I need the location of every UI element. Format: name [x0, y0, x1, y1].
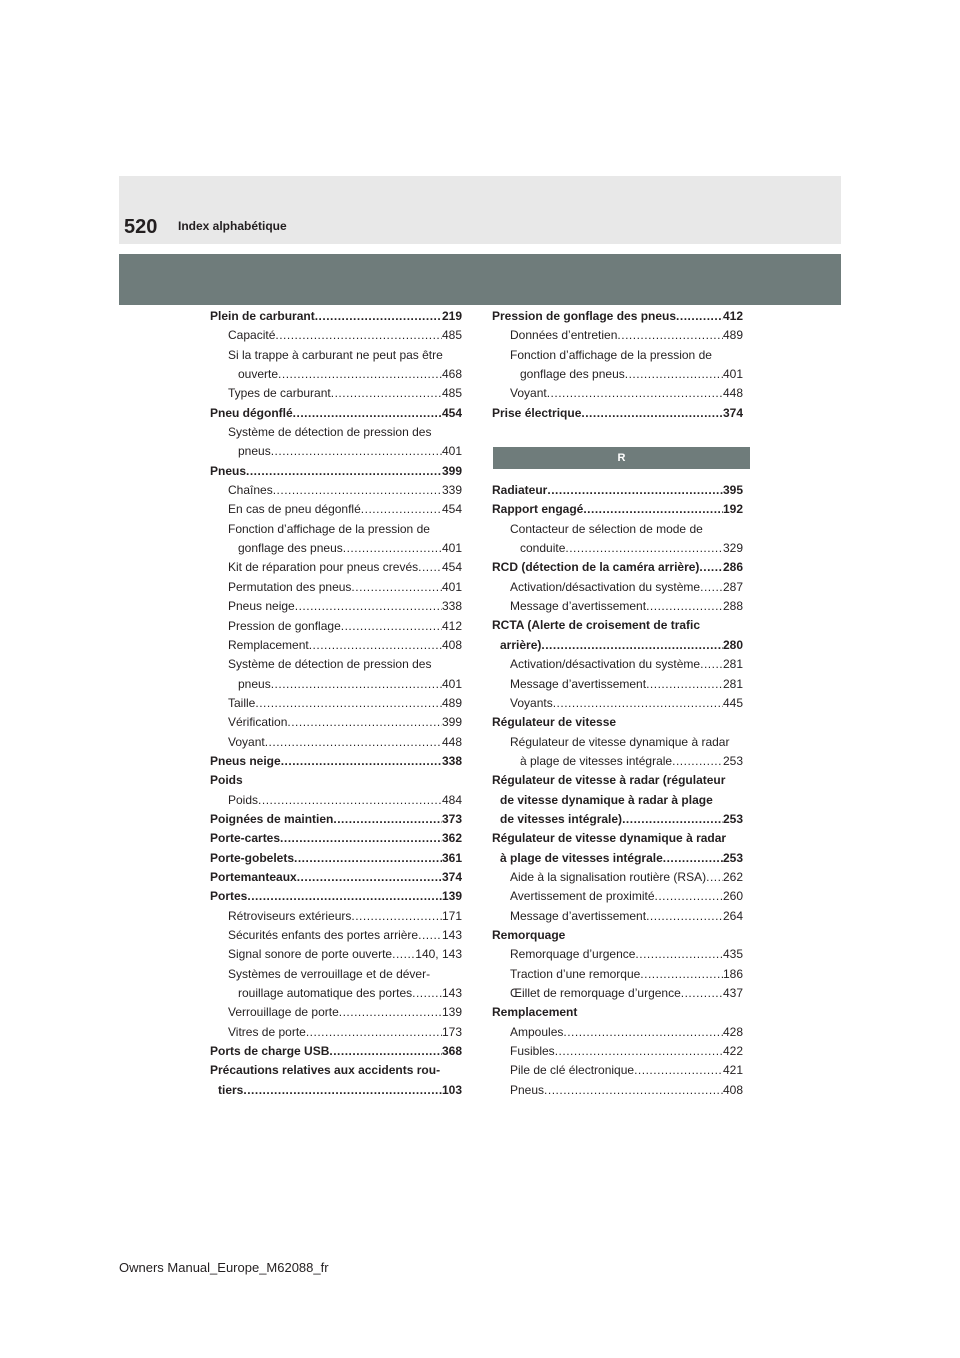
- dot-leader: [297, 868, 442, 887]
- index-entry-term: Données d’entretien: [510, 328, 618, 343]
- index-entry-term: Fonction d’affichage de la pression de: [228, 521, 430, 536]
- index-entry-page: 281: [722, 676, 743, 691]
- index-entry-term: Kit de réparation pour pneus crevés: [228, 560, 419, 575]
- index-entry-page: 139: [441, 889, 462, 904]
- index-entry: [492, 539, 743, 558]
- index-entry-term: à plage de vitesses intégrale: [520, 753, 673, 768]
- dot-leader: [581, 404, 723, 423]
- index-entry-term: Système de détection de pression des: [228, 425, 432, 440]
- index-entry-term: Fusibles: [510, 1044, 555, 1059]
- index-entry: [492, 384, 743, 403]
- index-entry-term: Contacteur de sélection de mode de: [510, 521, 703, 536]
- index-entry-page: 485: [441, 386, 462, 401]
- index-entry-term: Avertissement de proximité: [510, 889, 655, 904]
- index-entry: [210, 500, 462, 519]
- index-entry: [492, 481, 743, 500]
- index-entry: [210, 558, 462, 577]
- index-entry-term: Poids: [210, 773, 243, 788]
- index-entry-page: 173: [441, 1024, 462, 1039]
- index-entry-page: 329: [722, 541, 743, 556]
- index-entry-term: Ports de charge USB: [210, 1044, 330, 1059]
- index-entry-term: Rétroviseurs extérieurs: [228, 908, 352, 923]
- index-entry-page: 253: [722, 850, 743, 865]
- index-entry-term: Pneus neige: [210, 753, 281, 768]
- index-entry: [492, 713, 743, 732]
- index-entry-term: rouillage automatique des portes: [238, 986, 413, 1001]
- dot-leader: [418, 926, 442, 945]
- index-entry: [492, 694, 743, 713]
- index-entry-page: 253: [722, 811, 743, 826]
- index-entry-term: Permutation des pneus: [228, 579, 352, 594]
- index-entry-page: 362: [441, 831, 462, 846]
- header-band: [119, 176, 841, 244]
- index-entry: [210, 307, 462, 326]
- index-entry: [492, 326, 743, 345]
- index-entry: [210, 617, 462, 636]
- index-entry-page: 253: [722, 753, 743, 768]
- index-entry-page: 143: [441, 928, 462, 942]
- index-entry: [210, 384, 462, 403]
- dot-leader: [699, 558, 723, 577]
- index-entry-term: Sécurités enfants des portes arrière: [228, 928, 419, 942]
- dot-leader: [681, 984, 723, 1003]
- index-entry-page: 143: [441, 986, 462, 1001]
- index-entry-page: 338: [441, 753, 462, 768]
- index-entry-term: tiers: [218, 1082, 244, 1097]
- index-entry: [492, 1042, 743, 1061]
- index-entry-term: à plage de vitesses intégrale: [500, 850, 663, 865]
- index-entry: [210, 1081, 462, 1100]
- index-entry-page: 399: [441, 463, 462, 478]
- index-entry-page: 484: [441, 792, 462, 807]
- index-entry-term: Pile de clé électronique: [510, 1063, 635, 1078]
- dot-leader: [392, 945, 415, 964]
- index-entry-page: 264: [722, 908, 743, 923]
- index-entry-page: 401: [441, 676, 462, 691]
- index-entry-term: Signal sonore de porte ouverte: [228, 947, 393, 962]
- dot-leader: [547, 481, 723, 500]
- index-entry-term: Régulateur de vitesse dynamique à radar: [492, 831, 727, 846]
- index-entry-term: Verrouillage de porte: [228, 1005, 339, 1020]
- index-entry-page: 454: [441, 560, 462, 575]
- index-entry-term: Pneus neige: [228, 599, 295, 614]
- index-entry-term: RCD (détection de la caméra arrière): [492, 560, 700, 575]
- index-entry-page: 401: [441, 541, 462, 556]
- index-entry-page: 374: [441, 869, 462, 884]
- dot-leader: [341, 617, 442, 636]
- index-entry-page: 421: [722, 1063, 743, 1078]
- index-entry-term: Ampoules: [510, 1024, 564, 1039]
- index-entry: [210, 423, 462, 442]
- dot-leader: [339, 1003, 442, 1022]
- index-entry-term: Vérification: [228, 715, 288, 730]
- index-entry-term: Prise électrique: [492, 405, 582, 420]
- dot-leader: [333, 810, 442, 829]
- index-entry-page: 401: [722, 367, 743, 382]
- index-entry-term: Taille: [228, 695, 256, 710]
- index-entry: [492, 965, 743, 984]
- index-entry: [492, 829, 743, 848]
- dot-leader: [541, 636, 723, 655]
- index-entry-term: gonflage des pneus: [238, 541, 343, 556]
- index-entry-page: 428: [722, 1024, 743, 1039]
- index-entry-page: 219: [441, 309, 462, 323]
- dot-leader: [278, 365, 442, 384]
- index-entry-page: 468: [441, 367, 462, 382]
- dot-leader: [280, 829, 442, 848]
- index-entry-page: 445: [722, 695, 743, 710]
- index-entry: [492, 597, 743, 616]
- index-entry: [210, 462, 462, 481]
- index-entry-page: 287: [722, 579, 743, 594]
- dot-leader: [412, 984, 442, 1003]
- index-entry: [210, 907, 462, 926]
- index-entry: [210, 404, 462, 423]
- index-entry-term: Porte-cartes: [210, 831, 281, 846]
- index-entry-page: 401: [441, 579, 462, 594]
- index-entry-term: Poignées de maintien: [210, 811, 334, 826]
- dot-leader: [329, 1042, 442, 1061]
- index-entry: [492, 616, 743, 635]
- index-entry: [492, 636, 743, 655]
- dot-leader: [635, 945, 723, 964]
- index-entry: [210, 945, 462, 964]
- index-entry-page: 454: [441, 502, 462, 517]
- index-entry-term: de vitesses intégrale): [500, 811, 623, 826]
- index-entry-term: Remplacement: [492, 1005, 578, 1020]
- index-entry-term: Remorquage d’urgence: [510, 947, 636, 962]
- index-entry: [210, 791, 462, 810]
- index-entry: [492, 887, 743, 906]
- index-entry: [492, 791, 743, 810]
- index-entry-page: 286: [722, 560, 743, 575]
- dot-leader: [258, 791, 442, 810]
- index-entry-page: 412: [441, 618, 462, 633]
- footer-doc-id: Owners Manual_Europe_M62088_fr: [119, 1260, 329, 1275]
- index-entry-page: 374: [722, 405, 743, 420]
- index-entry-term: Rapport engagé: [492, 502, 584, 517]
- index-entry-term: Aide à la signalisation routière (RSA): [510, 869, 707, 884]
- index-entry-term: ouverte: [238, 367, 279, 382]
- dot-leader: [544, 1081, 723, 1100]
- section-title: Index alphabétique: [178, 219, 287, 233]
- dot-leader: [563, 1023, 723, 1042]
- index-entry-page: 489: [722, 328, 743, 343]
- index-entry-term: Radiateur: [492, 483, 548, 498]
- index-entry-term: Régulateur de vitesse dynamique à radar: [510, 734, 730, 749]
- dot-leader: [273, 481, 442, 500]
- index-entry: [210, 326, 462, 345]
- index-entry: [210, 829, 462, 848]
- index-entry: [492, 500, 743, 519]
- dot-leader: [271, 442, 442, 461]
- index-entry: [210, 578, 462, 597]
- index-entry-term: Remplacement: [228, 637, 309, 652]
- index-entry: [210, 520, 462, 539]
- index-entry-term: Régulateur de vitesse à radar (régulateur: [492, 773, 726, 788]
- dot-leader: [617, 326, 723, 345]
- index-entry-page: 373: [441, 811, 462, 826]
- index-entry-term: Capacité: [228, 328, 276, 343]
- index-entry: [210, 442, 462, 461]
- index-column-left: [210, 307, 462, 1100]
- dot-leader: [361, 500, 442, 519]
- index-entry-term: de vitesse dynamique à radar à plage: [500, 792, 713, 807]
- index-entry: [210, 597, 462, 616]
- index-entry: [210, 1042, 462, 1061]
- index-entry-term: Portemanteaux: [210, 869, 297, 884]
- dot-leader: [646, 907, 723, 926]
- index-entry: [210, 713, 462, 732]
- index-entry-page: 281: [722, 657, 743, 672]
- index-entry-page: 103: [441, 1082, 462, 1097]
- index-entry-page: 395: [722, 483, 743, 498]
- dot-leader: [294, 849, 442, 868]
- index-entry: [210, 636, 462, 655]
- index-entry-page: 288: [722, 599, 743, 614]
- index-entry-term: Message d’avertissement: [510, 908, 647, 923]
- dot-leader: [646, 675, 723, 694]
- index-entry: [210, 965, 462, 984]
- index-entry: [210, 539, 462, 558]
- dot-leader: [547, 384, 723, 403]
- dot-leader: [655, 887, 723, 906]
- index-entry: [210, 481, 462, 500]
- index-entry-page: 338: [441, 599, 462, 614]
- index-entry-page: 262: [722, 869, 743, 884]
- index-entry-page: 140, 143: [415, 947, 462, 962]
- dot-leader: [295, 597, 442, 616]
- dot-leader: [343, 539, 442, 558]
- dot-leader: [351, 578, 442, 597]
- index-entry-term: Systèmes de verrouillage et de déver-: [228, 966, 431, 981]
- index-entry: [492, 733, 743, 752]
- dot-leader: [625, 365, 723, 384]
- index-entry-term: Système de détection de pression des: [228, 657, 432, 672]
- index-entry: [210, 752, 462, 771]
- index-entry-page: 192: [722, 502, 743, 517]
- index-entry-page: 171: [441, 908, 462, 923]
- index-entry: [492, 907, 743, 926]
- index-entry: [210, 849, 462, 868]
- index-entry-term: Activation/désactivation du système: [510, 579, 701, 594]
- index-entry: [492, 404, 743, 423]
- index-entry-term: Pression de gonflage des pneus: [492, 309, 677, 323]
- index-entry-term: Plein de carburant: [210, 309, 315, 323]
- dot-leader: [700, 655, 723, 674]
- index-entry: [492, 926, 743, 945]
- index-entry: [210, 1003, 462, 1022]
- index-entry-page: 260: [722, 889, 743, 904]
- index-entry: [210, 733, 462, 752]
- index-column-right: [492, 307, 743, 1100]
- index-entry-term: Si la trappe à carburant ne peut pas être: [228, 347, 443, 362]
- dot-leader: [706, 868, 723, 887]
- index-entry-page: 408: [441, 637, 462, 652]
- index-entry: [492, 1061, 743, 1080]
- index-entry: [210, 1061, 462, 1080]
- index-entry: [210, 868, 462, 887]
- index-entry: [492, 578, 743, 597]
- index-entry: [492, 752, 743, 771]
- dot-leader: [676, 307, 723, 326]
- index-entry-term: Pneus: [510, 1082, 545, 1097]
- index-entry-page: 454: [441, 405, 462, 420]
- index-entry-term: Fonction d’affichage de la pression de: [510, 347, 712, 362]
- index-entry: [492, 1003, 743, 1022]
- dot-leader: [565, 539, 723, 558]
- index-entry-term: pneus: [238, 444, 271, 459]
- index-entry-page: 361: [441, 850, 462, 865]
- dot-leader: [243, 1081, 442, 1100]
- index-entry-term: Portes: [210, 889, 248, 904]
- dot-leader: [672, 752, 723, 771]
- dot-leader: [293, 404, 442, 423]
- dot-leader: [265, 733, 442, 752]
- index-entry: [492, 1081, 743, 1100]
- index-entry: [492, 984, 743, 1003]
- index-entry-page: 186: [722, 966, 743, 981]
- index-entry-term: Voyant: [510, 386, 547, 401]
- index-entry: [492, 1023, 743, 1042]
- dot-leader: [700, 578, 723, 597]
- index-entry-term: Chaînes: [228, 483, 273, 498]
- index-entry-page: 437: [722, 986, 743, 1000]
- dot-leader: [271, 675, 442, 694]
- index-entry: [492, 945, 743, 964]
- dot-leader: [553, 694, 723, 713]
- dot-leader: [418, 558, 442, 577]
- index-entry: [492, 346, 743, 365]
- dot-leader: [351, 907, 442, 926]
- index-entry: [210, 771, 462, 790]
- dot-leader: [275, 326, 442, 345]
- index-entry: [492, 365, 743, 384]
- index-entry: [210, 1023, 462, 1042]
- index-entry-page: 339: [441, 483, 462, 498]
- index-entry: [492, 655, 743, 674]
- index-entry-term: Activation/désactivation du système: [510, 657, 701, 672]
- index-entry-term: Pneus: [210, 463, 247, 478]
- dot-leader: [246, 462, 442, 481]
- dot-leader: [555, 1042, 723, 1061]
- index-entry: [210, 810, 462, 829]
- index-entry: [492, 810, 743, 829]
- index-entry-term: Types de carburant: [228, 386, 331, 401]
- index-entry-page: 401: [441, 444, 462, 459]
- index-entry-page: 422: [722, 1044, 743, 1059]
- index-entry-term: Régulateur de vitesse: [492, 715, 617, 730]
- index-entry-term: Œillet de remorquage d’urgence: [510, 986, 681, 1000]
- index-entry: [492, 558, 743, 577]
- index-entry-term: Poids: [228, 792, 259, 807]
- index-entry: [492, 520, 743, 539]
- index-entry-term: RCTA (Alerte de croisement de trafic: [492, 618, 701, 633]
- index-entry-term: Remorquage: [492, 927, 566, 942]
- dot-leader: [583, 500, 723, 519]
- dot-leader: [255, 694, 442, 713]
- index-entry: [210, 346, 462, 365]
- index-entry: [210, 887, 462, 906]
- letter-heading-r: R: [493, 447, 750, 469]
- dot-leader: [622, 810, 723, 829]
- index-entry-term: Précautions relatives aux accidents rou-: [210, 1063, 441, 1078]
- dot-leader: [663, 849, 723, 868]
- dot-leader: [315, 307, 442, 326]
- index-entry: [210, 984, 462, 1003]
- dot-leader: [640, 965, 723, 984]
- index-entry-page: 448: [441, 734, 462, 749]
- index-entry-term: Message d’avertissement: [510, 599, 647, 614]
- index-entry-term: En cas de pneu dégonflé: [228, 502, 361, 517]
- dot-leader: [309, 636, 442, 655]
- index-entry: [210, 655, 462, 674]
- index-entry-page: 368: [441, 1044, 462, 1059]
- index-entry-page: 139: [441, 1005, 462, 1020]
- index-entry: [210, 365, 462, 384]
- dot-leader: [646, 597, 723, 616]
- index-entry-term: Vitres de porte: [228, 1024, 306, 1039]
- index-entry: [492, 849, 743, 868]
- index-entry-page: 280: [722, 637, 743, 652]
- index-entry-page: 448: [722, 386, 743, 401]
- index-entry-page: 489: [441, 695, 462, 710]
- index-entry: [210, 926, 462, 945]
- index-entry-term: Pression de gonflage: [228, 618, 341, 633]
- index-entry-term: Voyant: [228, 734, 265, 749]
- index-entry-term: Pneu dégonflé: [210, 405, 293, 420]
- index-entry-term: Porte-gobelets: [210, 850, 295, 865]
- index-entry-term: arrière): [500, 637, 542, 652]
- index-entry-term: conduite: [520, 541, 566, 556]
- index-entry-page: 399: [441, 715, 462, 730]
- index-entry-page: 435: [722, 947, 743, 962]
- index-entry: [492, 307, 743, 326]
- index-entry: [210, 694, 462, 713]
- index-entry-term: gonflage des pneus: [520, 367, 625, 382]
- dot-leader: [281, 752, 442, 771]
- page-number: 520: [124, 216, 158, 238]
- dot-leader: [247, 887, 442, 906]
- index-entry: [492, 675, 743, 694]
- index-entry-page: 408: [722, 1082, 743, 1097]
- index-entry-term: Voyants: [510, 695, 553, 710]
- index-entry-term: pneus: [238, 676, 271, 691]
- index-entry-term: Traction d’une remorque: [510, 966, 641, 981]
- index-entry: [210, 675, 462, 694]
- dot-leader: [634, 1061, 723, 1080]
- dot-leader: [331, 384, 442, 403]
- index-entry-term: Message d’avertissement: [510, 676, 647, 691]
- index-entry: [492, 868, 743, 887]
- header-bar: [119, 254, 841, 305]
- index-entry: [492, 771, 743, 790]
- dot-leader: [306, 1023, 442, 1042]
- index-entry-page: 485: [441, 328, 462, 343]
- index-entry-page: 412: [722, 309, 743, 323]
- dot-leader: [287, 713, 442, 732]
